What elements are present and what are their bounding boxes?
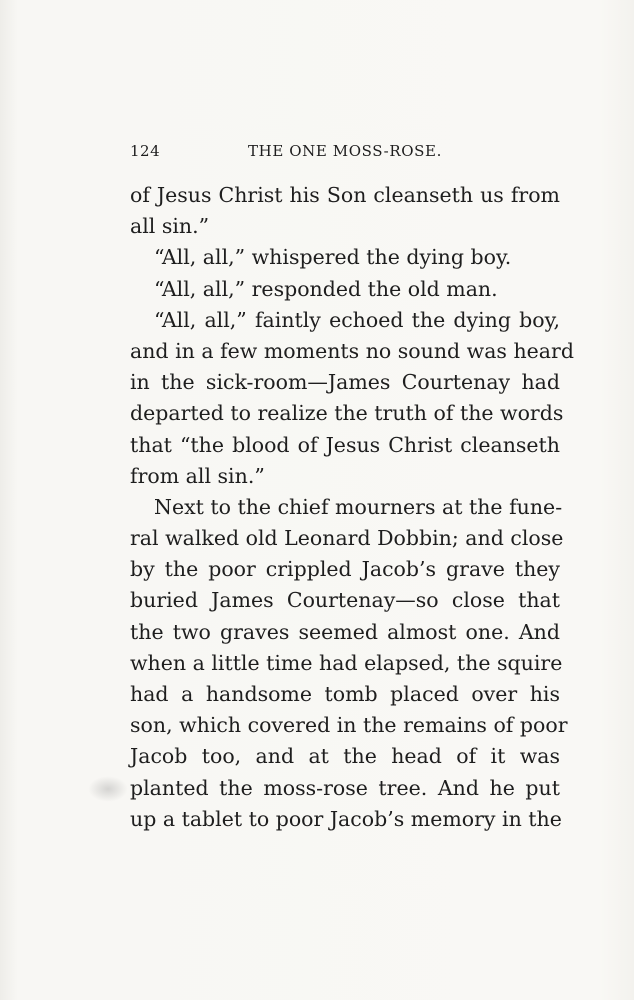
text-line: and in a few moments no sound was heard [130,338,574,363]
text-line: up a tablet to poor Jacob’s memory in the [130,806,562,831]
text-line: son, which covered in the remains of poor [130,713,568,738]
text-line: “All, all,” responded the old man. [154,276,498,301]
text-line: from all sin.” [130,463,265,488]
text-line: by the poor crippled Jacob’s grave they [130,557,560,582]
text-line: departed to realize the truth of the words [130,401,564,426]
page-smudge [88,776,128,802]
text-line: in the sick-room—James Courtenay had [130,370,560,395]
page-number: 124 [130,142,161,160]
text-line: Jacob too, and at the head of it was [130,744,560,769]
text-line: Next to the chief mourners at the fune- [154,494,563,519]
text-line: “All, all,” whispered the dying boy. [154,245,512,270]
text-line: ral walked old Leonard Dobbin; and close [130,526,564,551]
text-line: of Jesus Christ his Son cleanseth us from [130,183,560,207]
running-header [130,142,560,164]
running-title: THE ONE MOSS-ROSE. [248,142,442,160]
text-line: that “the blood of Jesus Christ cleanseth [130,432,560,457]
text-line: the two graves seemed almost one. And [130,619,560,644]
text-line: all sin.” [130,214,210,239]
text-line: “All, all,” faintly echoed the dying boy, [154,307,560,332]
text-line: when a little time had elapsed, the squire [130,650,563,675]
body-text [130,180,574,835]
text-line: had a handsome tomb placed over his [130,682,560,706]
text-line: buried James Courtenay—so close that [130,588,560,613]
text-line: planted the moss-rose tree. And he put [130,775,560,800]
